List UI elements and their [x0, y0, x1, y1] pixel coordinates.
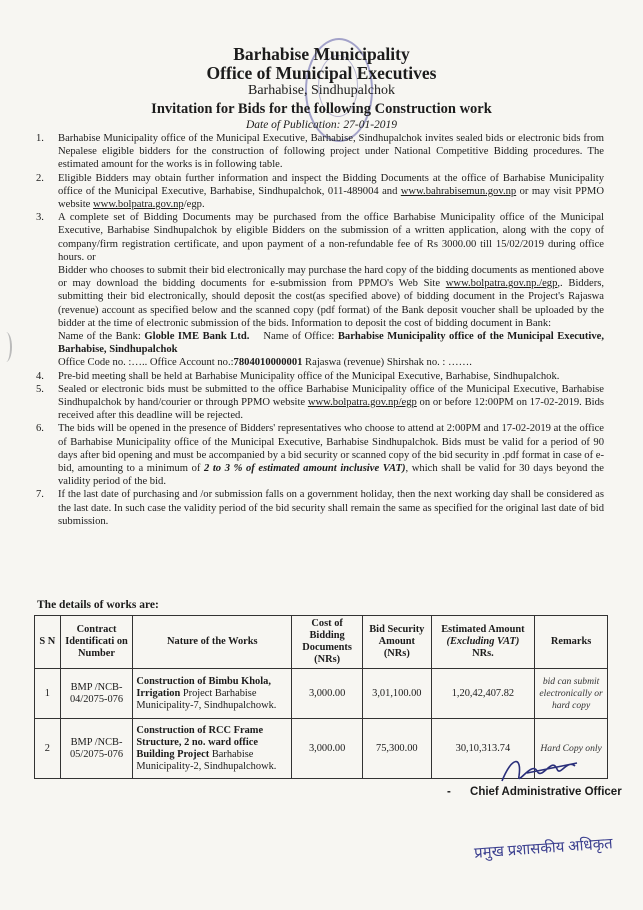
- item-text: [58, 422, 604, 488]
- office-name: Office of Municipal Executives: [206, 63, 437, 83]
- condition-item-3: [36, 211, 604, 369]
- municipality-name: Barhabise Municipality: [233, 44, 410, 64]
- cell-security: 3,01,100.00: [362, 669, 431, 719]
- ppmo-website-link[interactable]: www.bolpatra.gov.np: [93, 199, 184, 211]
- col-header-nature: Nature of the Works: [133, 616, 292, 669]
- item-text-part: Sealed or electronic bids must be submitted to the office Barhabise Municipality office of the Municipal Executive, Barhabise Sindhupalchok by hand/courier or through PPMO website: [58, 383, 604, 409]
- cell-estimated: 1,20,42,407.82: [431, 669, 535, 719]
- item-text: Pre-bid meeting shall be held at Barhabise Municipality office of the Municipal Executive, Barhabise, Sindhupalchok.: [58, 370, 560, 382]
- cell-nature: [133, 669, 292, 719]
- item-text: [58, 264, 604, 330]
- nature-location: Project Barhabise Municipality-7, Sindhupalchowk.: [136, 687, 277, 711]
- table-header-row: [35, 616, 608, 669]
- account-info: [58, 356, 604, 369]
- col-header-estimated: [431, 616, 535, 669]
- col-header-cost: Cost of Bidding Documents (NRs): [292, 616, 363, 669]
- office-label: Name of Office:: [263, 331, 338, 343]
- notice-title: Invitation for Bids for the following Construction work: [151, 101, 492, 117]
- col-header-contract: Contract Identificati on Number: [60, 616, 133, 669]
- ppmo-egp-link[interactable]: www.bolpatra.gov.np./egp: [445, 278, 558, 290]
- account-number: 7804010000001: [233, 357, 303, 369]
- item-number: 1.: [36, 133, 44, 144]
- estimated-label: Estimated Amount: [441, 624, 525, 635]
- bank-info: [58, 330, 604, 356]
- item-text-part: The bids will be opened in the presence of Bidders' representatives who choose to attend at 2:00PM and 17-02-2019 at the office of Barhabise Municipality office of the Municipal Executive, Barhabise Sindhupalchok. Bids must be valid for a period of 90 days after bid opening and must be accompanied by a bid security or scanned copy of the bid security in .pdf format in case of e-bid, amounting to a minimum of: [58, 423, 604, 475]
- conditions-list: [36, 132, 604, 528]
- nature-title: Construction of Bimbu Khola, Irrigation: [136, 675, 271, 699]
- item-number: 5.: [36, 383, 44, 395]
- col-header-sn: S N: [35, 616, 61, 669]
- cell-cost: 3,000.00: [292, 669, 363, 719]
- col-header-remarks: Remarks: [535, 616, 608, 669]
- officer-stamp-text: प्रमुख प्रशासकीय अधिकृत: [473, 836, 614, 862]
- condition-item-2: [36, 172, 604, 212]
- cell-cost: 3,000.00: [292, 719, 363, 779]
- item-text: Barhabise Municipality office of the Municipal Executive, Barhabise, Sindhupalchok invites sealed bids or electronic bids from Nepalese eligible bidders for the construction of following project under National Competitive Bidding procedures. The estimated amount for the works is in following table.: [58, 133, 604, 171]
- municipality-website-link[interactable]: www.bahrabisemun.gov.np: [400, 185, 517, 197]
- item-text-part: , which shall be valid for 30 days beyond the validity period of the bid.: [58, 463, 605, 488]
- bid-security-percentage: 2 to 3 % of estimated amount inclusive VAT): [203, 463, 406, 475]
- office-code-label: Office Code no. :….. Office Account no.:: [58, 357, 234, 369]
- handwritten-signature: [497, 751, 587, 791]
- revenue-heading-label: Rajaswa (revenue) Shirshak no. : …….: [302, 357, 472, 369]
- item-text: If the last date of purchasing and /or submission falls on a government holiday, then the next working day shall be considered as the last date. In such case the validity period of the bid security shall remain the same as specified for the original last date of bid submission.: [58, 489, 604, 527]
- estimated-unit: NRs.: [472, 648, 494, 659]
- col-header-security: Bid Security Amount (NRs): [362, 616, 431, 669]
- table-row: [35, 669, 608, 719]
- ppmo-egp-link[interactable]: www.bolpatra.gov.np/egp: [307, 397, 417, 409]
- cell-sn: 2: [35, 719, 61, 779]
- condition-item-6: [36, 422, 604, 488]
- cell-contract: BMP /NCB-05/2075-076: [60, 719, 133, 779]
- condition-item-1: [36, 132, 604, 172]
- page-edge-shadow: [0, 332, 12, 362]
- item-text-part: on or before 12:00PM on 17-02-2019. Bids received after this deadline will be rejected.: [58, 397, 604, 422]
- item-number: 3.: [36, 212, 44, 224]
- cell-sn: 1: [35, 669, 61, 719]
- item-number: 7.: [36, 489, 44, 501]
- cell-remarks: Hard Copy only: [535, 719, 608, 779]
- item-text-part: or may visit PPMO website: [58, 185, 604, 211]
- item-text: [58, 383, 604, 423]
- item-number: 2.: [36, 172, 44, 184]
- cell-estimated: 30,10,313.74: [431, 719, 535, 779]
- item-number: 4.: [36, 370, 44, 382]
- bank-label: Name of the Bank:: [58, 331, 145, 343]
- cell-remarks: bid can submit electronically or hard copy: [535, 669, 608, 719]
- officer-title: Chief Administrative Officer: [470, 786, 622, 798]
- item-text-part: Bidder who chooses to submit their bid electronically may purchase the hard copy of the bidding documents as mentioned above or may download the bidding documents for e-submission from PPMO's Web Site: [58, 265, 604, 290]
- publication-date: Date of Publication: 27-01-2019: [245, 119, 398, 131]
- item-number: 6.: [36, 423, 44, 435]
- item-text-part: Eligible Bidders may obtain further information and inspect the Bidding Documents at the office of Barhabise Municipality office of the Municipal Executive, Barhabise, Sindhupalchok, 011-489004 and: [58, 172, 604, 197]
- signatory-title: [447, 786, 622, 798]
- condition-item-7: [36, 488, 604, 528]
- office-address: Barhabise, Sindhupalchok: [248, 83, 395, 98]
- bank-name: Globle IME Bank Ltd.: [144, 331, 250, 343]
- nature-location: Barhabise Municipality-2, Sindhupalchowk.: [136, 748, 277, 772]
- condition-item-5: [36, 383, 604, 423]
- nature-title: Construction of RCC Frame Structure, 2 no. ward office Building Project: [136, 724, 264, 760]
- estimated-vat-note: (Excluding VAT): [446, 636, 520, 647]
- item-text: A complete set of Bidding Documents may be purchased from the office Barhabise Municipality office of the Municipal Executive, Barhabise Sindhupalchok by eligible Bidders on the submission of a written application, along with the copy of company/firm registration certificate, and upon payment of a non-refundable fee of Rs 3000.00 till 15/02/2019 during office hours. or: [58, 212, 604, 263]
- item-text-part: ,. Bidders, submitting their bid electronically, should deposit the cost(as specified above) of bidding document in the Project's Rajaswa (revenue) account as specified below and the scanned copy (pdf format) of the Bank deposit voucher shall be uploaded by the bidder at the time of electronic submission of the bids. Information to deposit the cost of bidding document in Bank:: [58, 278, 604, 329]
- cell-security: 75,300.00: [362, 719, 431, 779]
- item-text: [58, 172, 604, 212]
- cell-nature: [133, 719, 292, 779]
- signature-dash: -: [447, 786, 451, 798]
- office-name-bank: Barhabise Municipality office of the Municipal Executive, Barhabise, Sindhupalchok: [58, 331, 604, 356]
- item-text-part: /egp.: [183, 199, 205, 211]
- condition-item-4: [36, 370, 604, 383]
- cell-contract: BMP /NCB-04/2075-076: [60, 669, 133, 719]
- works-details-heading: The details of works are:: [37, 599, 159, 611]
